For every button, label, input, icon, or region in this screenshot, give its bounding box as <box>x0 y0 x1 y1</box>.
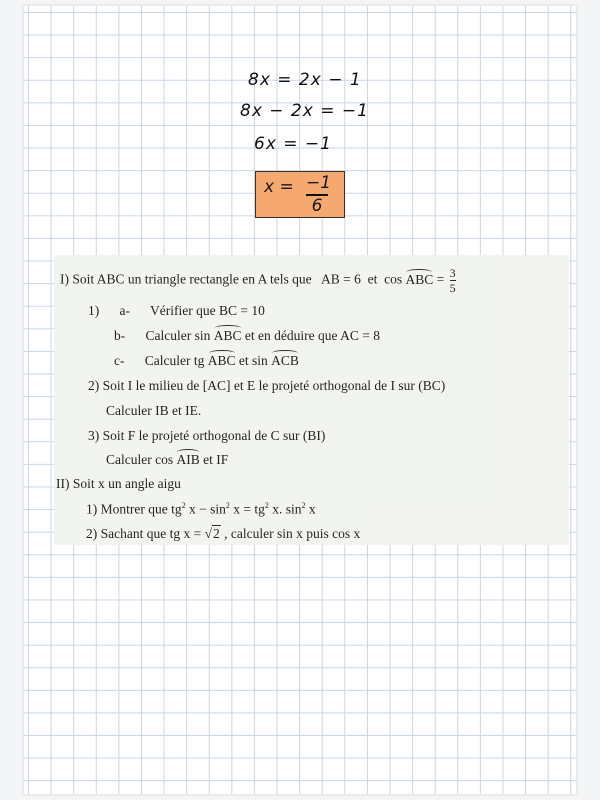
question-3-line-1: 3) Soit F le projeté orthogonal de C sur (BI) <box>88 428 326 443</box>
question-2-line-1: 2) Soit I le milieu de [AC] et E le projeté orthogonal de I sur (BC) <box>88 378 446 393</box>
handwritten-line-2: 8x − 2x = −1 <box>240 101 369 121</box>
answer-numerator: −1 <box>306 173 332 193</box>
question-1b: b- Calculer sin ABC et en déduire que AC = 8 <box>114 328 380 343</box>
exercise-sheet <box>54 255 569 545</box>
question-1a: 1) a- Vérifier que BC = 10 <box>88 303 265 318</box>
handwritten-line-1: 8x = 2x − 1 <box>248 70 362 90</box>
question-II-2: 2) Sachant que tg x = √2 , calculer sin x puis cos x <box>86 526 361 541</box>
question-3-line-2: Calculer cos AIB et IF <box>106 452 229 467</box>
exercise-II-title: II) Soit x un angle aigu <box>56 476 181 491</box>
answer-denominator: 6 <box>311 196 323 216</box>
answer-lhs: x = <box>264 177 294 197</box>
answer-box <box>255 171 345 218</box>
question-2-line-2: Calculer IB et IE. <box>106 403 202 418</box>
question-1c: c- Calculer tg ABC et sin ACB <box>114 353 299 368</box>
exercise-I-title: I) Soit ABC un triangle rectangle en A tels que AB = 6 et cos ABC = $\frac{3}{5}$ <box>60 266 456 295</box>
handwritten-line-3: 6x = −1 <box>254 134 332 154</box>
fraction-3-5: $\frac{3}{5}$ <box>449 266 456 295</box>
answer-fraction <box>306 173 332 216</box>
question-II-1: 1) Montrer que $tg^2$ $x - \sin^2 x = tg^2$ x. $\sin^2 x$ <box>86 501 316 517</box>
